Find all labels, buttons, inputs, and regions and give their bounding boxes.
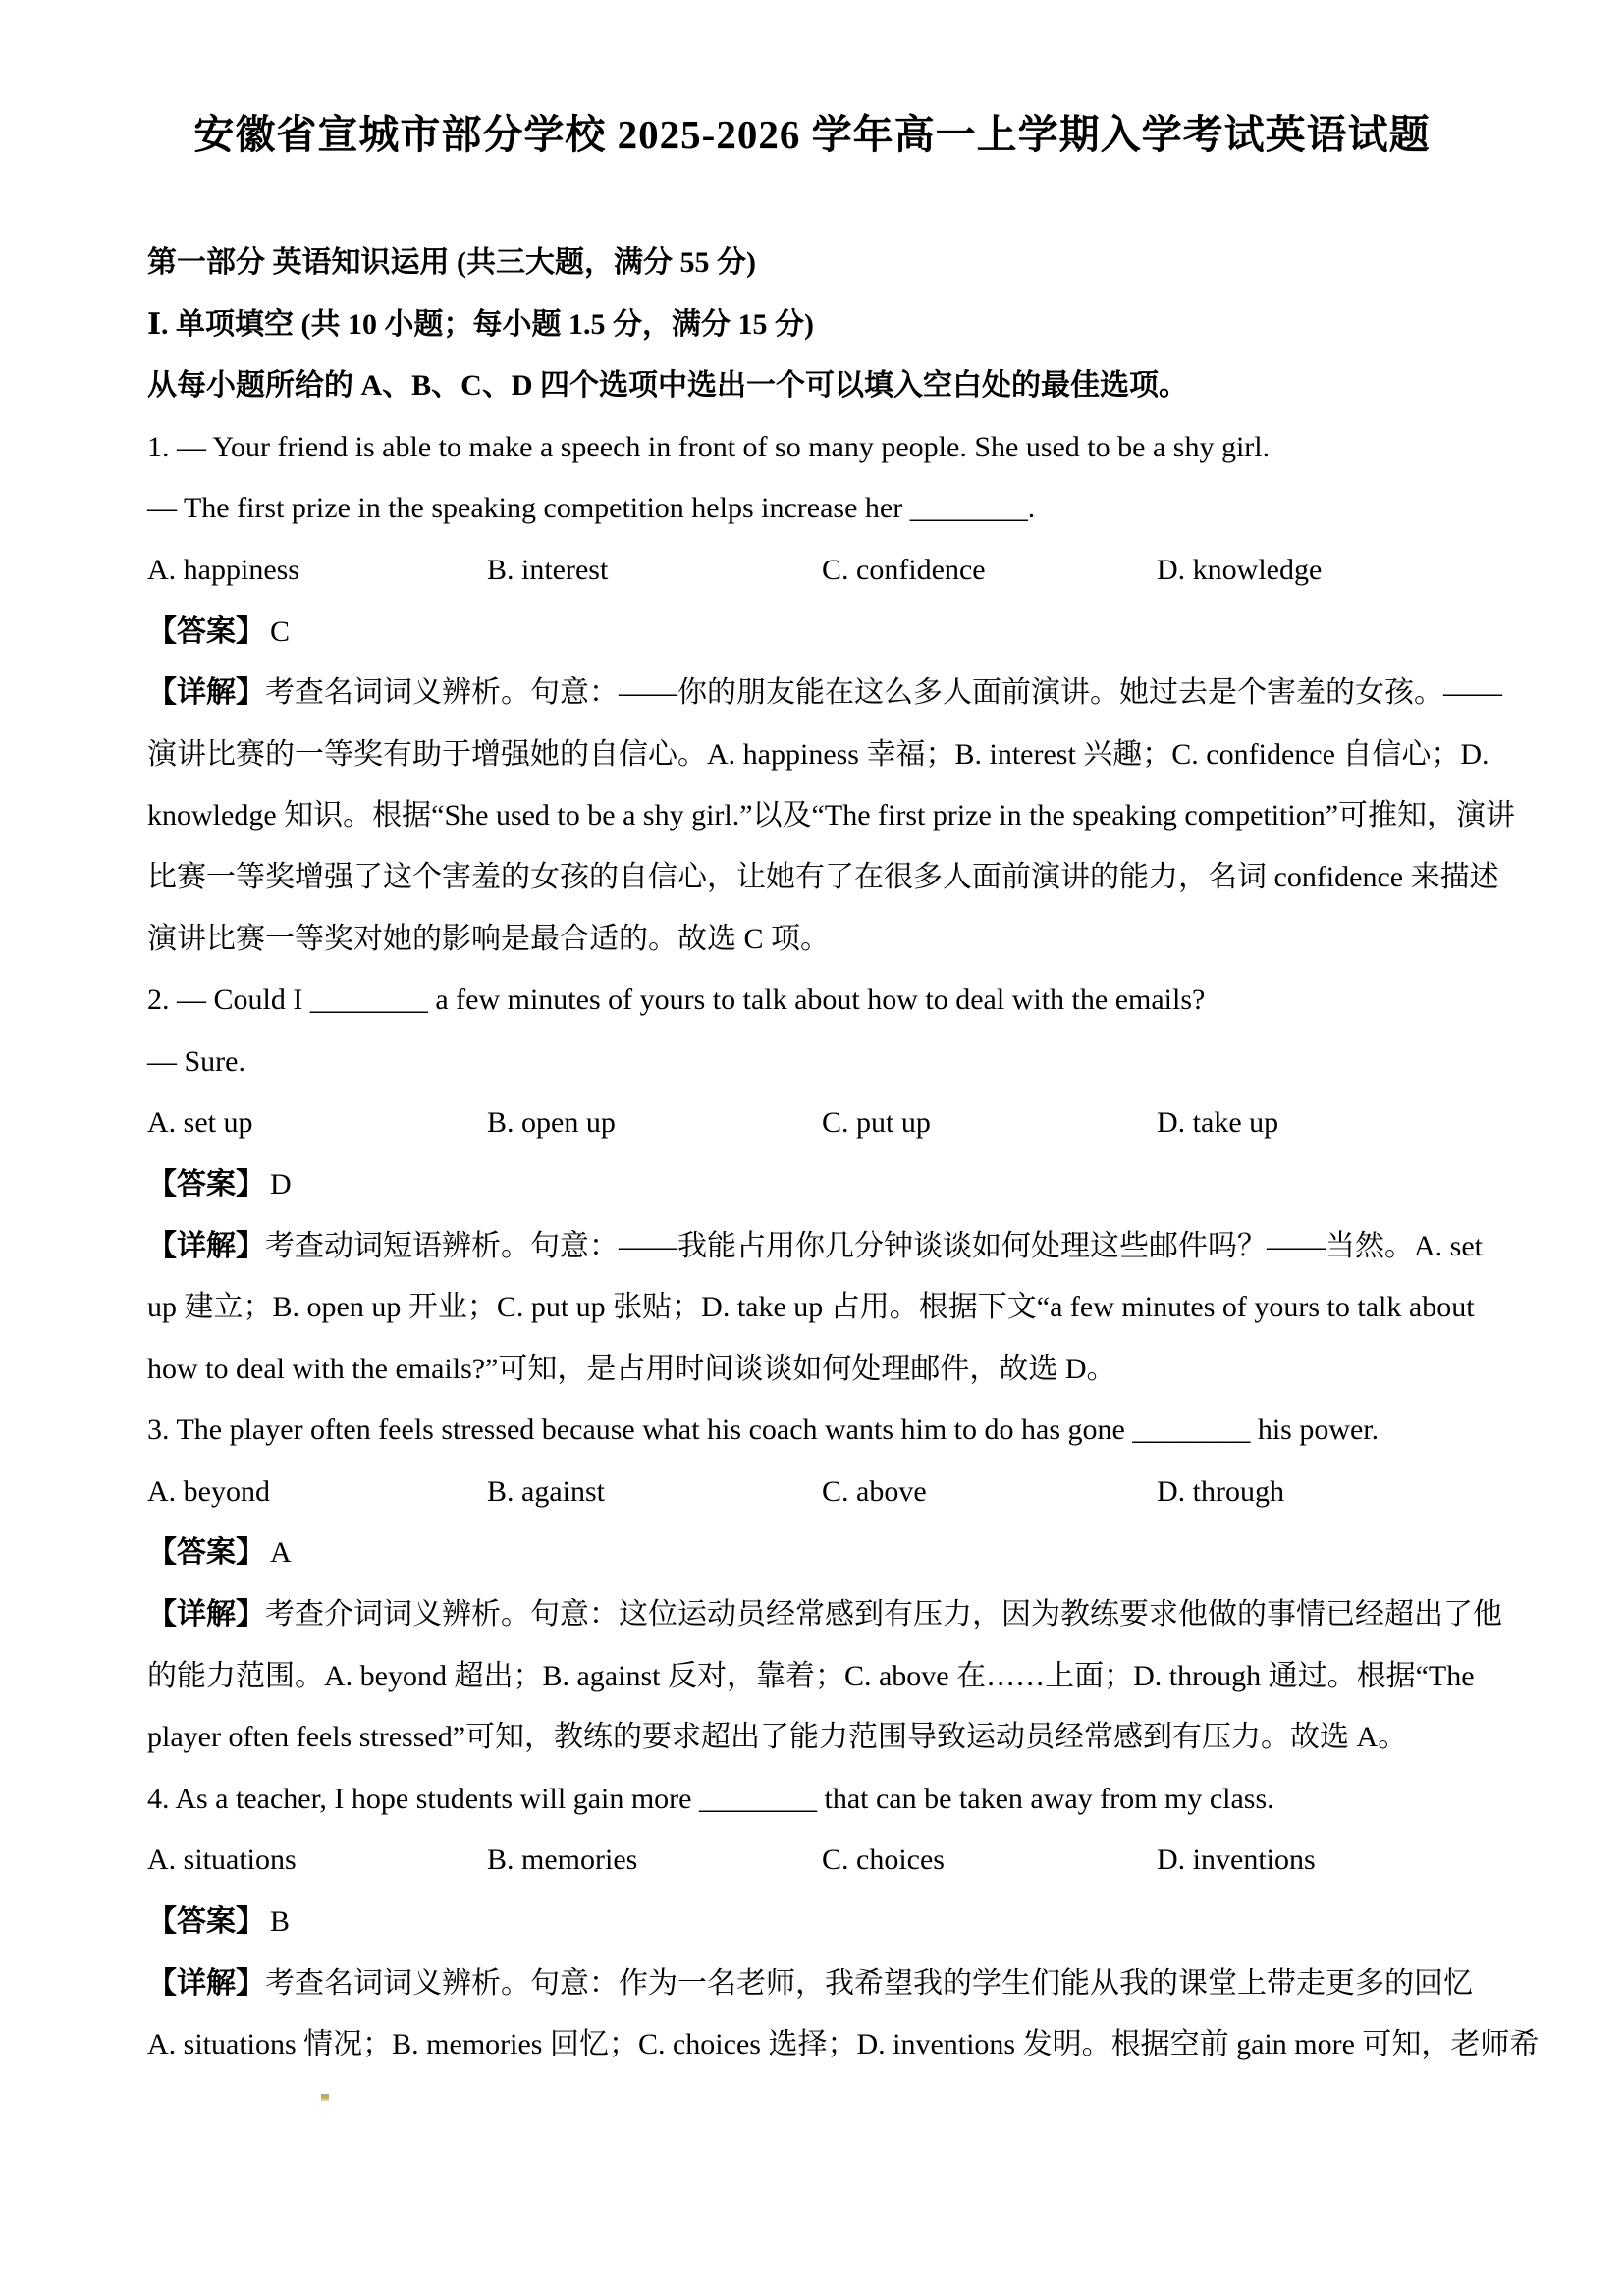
q2-explanation-text-1: 考查动词短语辨析。句意：——我能占用你几分钟谈谈如何处理这些邮件吗？——当然。A. set bbox=[265, 1229, 1483, 1262]
q2-stem-line-2: — Sure. bbox=[147, 1044, 245, 1078]
q4-explanation-text-1: 考查名词词义辨析。句意：作为一名老师，我希望我的学生们能从我的课堂上带走更多的回忆 bbox=[265, 1966, 1473, 2000]
q1-option-b: B. interest bbox=[487, 553, 609, 586]
q2-option-c: C. put up bbox=[822, 1106, 931, 1140]
q3-explanation-text-1: 考查介词词义辨析。句意：这位运动员经常感到有压力，因为教练要求他做的事情已经超出了他 bbox=[265, 1598, 1502, 1631]
q1-answer-line bbox=[147, 602, 1489, 664]
q2-explanation-line-2: up 建立；B. open up 开业；C. put up 张贴；D. take up 占用。根据下文“a few minutes of yours to talk about bbox=[147, 1291, 1475, 1324]
q4-explanation-line-1 bbox=[147, 1953, 1489, 2015]
q3-option-d: D. through bbox=[1157, 1474, 1284, 1508]
q3-option-b: B. against bbox=[487, 1474, 605, 1508]
document-body bbox=[147, 233, 1540, 2076]
q2-explanation-line-1 bbox=[147, 1216, 1489, 1278]
q4-option-b: B. memories bbox=[487, 1843, 638, 1877]
section-header: Ⅰ. 单项填空 (共 10 小题；每小题 1.5 分，满分 15 分) bbox=[147, 307, 815, 341]
q4-options-row bbox=[147, 1830, 1489, 1892]
q1-stem-line-2: — The first prize in the speaking competition helps increase her ________. bbox=[147, 492, 1036, 525]
part-header: 第一部分 英语知识运用 (共三大题，满分 55 分) bbox=[147, 246, 756, 279]
q1-explanation-line-2: 演讲比赛的一等奖有助于增强她的自信心。A. happiness 幸福；B. interest 兴趣；C. confidence 自信心；D. bbox=[147, 737, 1489, 771]
q1-explanation-text-1: 考查名词词义辨析。句意：——你的朋友能在这么多人面前演讲。她过去是个害羞的女孩。—— bbox=[265, 676, 1502, 710]
q2-stem-line-1: 2. — Could I ________ a few minutes of yours to talk about how to deal with the emails? bbox=[147, 984, 1206, 1017]
q3-options-row bbox=[147, 1462, 1489, 1523]
q2-option-b: B. open up bbox=[487, 1106, 616, 1140]
q1-answer-value: C bbox=[270, 614, 291, 648]
instruction-text: 从每小题所给的 A、B、C、D 四个选项中选出一个可以填入空白处的最佳选项。 bbox=[147, 369, 1189, 402]
q1-stem-line-1: 1. — Your friend is able to make a speech in front of so many people. She used to be a shy girl. bbox=[147, 430, 1271, 463]
q4-stem-line-1: 4. As a teacher, I hope students will gain more ________ that can be taken away from my class. bbox=[147, 1782, 1274, 1815]
q4-explanation-line-2: A. situations 情况；B. memories 回忆；C. choices 选择；D. inventions 发明。根据空前 gain more 可知，老师希 bbox=[147, 2028, 1540, 2061]
document-title: 安徽省宣城市部分学校 2025-2026 学年高一上学期入学考试英语试题 bbox=[193, 112, 1431, 157]
q3-answer-label: 【答案】 bbox=[147, 1536, 265, 1570]
q4-option-c: C. choices bbox=[822, 1843, 945, 1877]
q2-answer-line bbox=[147, 1154, 1489, 1216]
q2-detail-label: 【详解】 bbox=[147, 1229, 265, 1262]
q3-explanation-line-2: 的能力范围。A. beyond 超出；B. against 反对，靠着；C. above 在……上面；D. through 通过。根据“The bbox=[147, 1659, 1475, 1692]
q4-answer-label: 【答案】 bbox=[147, 1905, 265, 1939]
q1-explanation-line-1 bbox=[147, 663, 1502, 724]
q3-answer-line bbox=[147, 1522, 1489, 1584]
q3-explanation-line-3: player often feels stressed”可知，教练的要求超出了能力范围导致运动员经常感到有压力。故选 A。 bbox=[147, 1721, 1408, 1754]
q2-answer-value: D bbox=[270, 1167, 292, 1201]
q3-detail-label: 【详解】 bbox=[147, 1598, 265, 1631]
q4-detail-label: 【详解】 bbox=[147, 1966, 265, 2000]
q1-explanation-line-5: 演讲比赛一等奖对她的影响是最合适的。故选 C 项。 bbox=[147, 922, 831, 955]
q3-option-c: C. above bbox=[822, 1474, 927, 1508]
q4-answer-line bbox=[147, 1892, 1489, 1953]
q3-stem-line-1: 3. The player often feels stressed because what his coach wants him to do has gone ________ his power. bbox=[147, 1414, 1380, 1447]
q2-answer-label: 【答案】 bbox=[147, 1167, 265, 1201]
q3-explanation-line-1 bbox=[147, 1584, 1502, 1646]
q1-option-c: C. confidence bbox=[822, 553, 986, 586]
q1-option-a: A. happiness bbox=[147, 553, 299, 586]
stray-pixel-artifact bbox=[321, 2094, 329, 2101]
q4-option-a: A. situations bbox=[147, 1843, 297, 1877]
q1-detail-label: 【详解】 bbox=[147, 676, 265, 710]
q2-option-d: D. take up bbox=[1157, 1106, 1279, 1140]
q1-explanation-line-4: 比赛一等奖增强了这个害羞的女孩的自信心，让她有了在很多人面前演讲的能力，名词 confidence 来描述 bbox=[147, 860, 1499, 893]
q3-answer-value: A bbox=[270, 1536, 292, 1570]
q4-answer-value: B bbox=[270, 1905, 291, 1939]
q4-option-d: D. inventions bbox=[1157, 1843, 1316, 1877]
q1-options-row bbox=[147, 540, 1489, 602]
q2-explanation-line-3: how to deal with the emails?”可知，是占用时间谈谈如何处理邮件，故选 D。 bbox=[147, 1352, 1116, 1385]
q1-option-d: D. knowledge bbox=[1157, 553, 1323, 586]
q2-options-row bbox=[147, 1093, 1489, 1154]
q1-explanation-line-3: knowledge 知识。根据“She used to be a shy girl.”以及“The first prize in the speaking competition”可推知，演讲 bbox=[147, 799, 1516, 832]
q2-option-a: A. set up bbox=[147, 1106, 253, 1140]
q1-answer-label: 【答案】 bbox=[147, 614, 265, 648]
q3-option-a: A. beyond bbox=[147, 1474, 270, 1508]
